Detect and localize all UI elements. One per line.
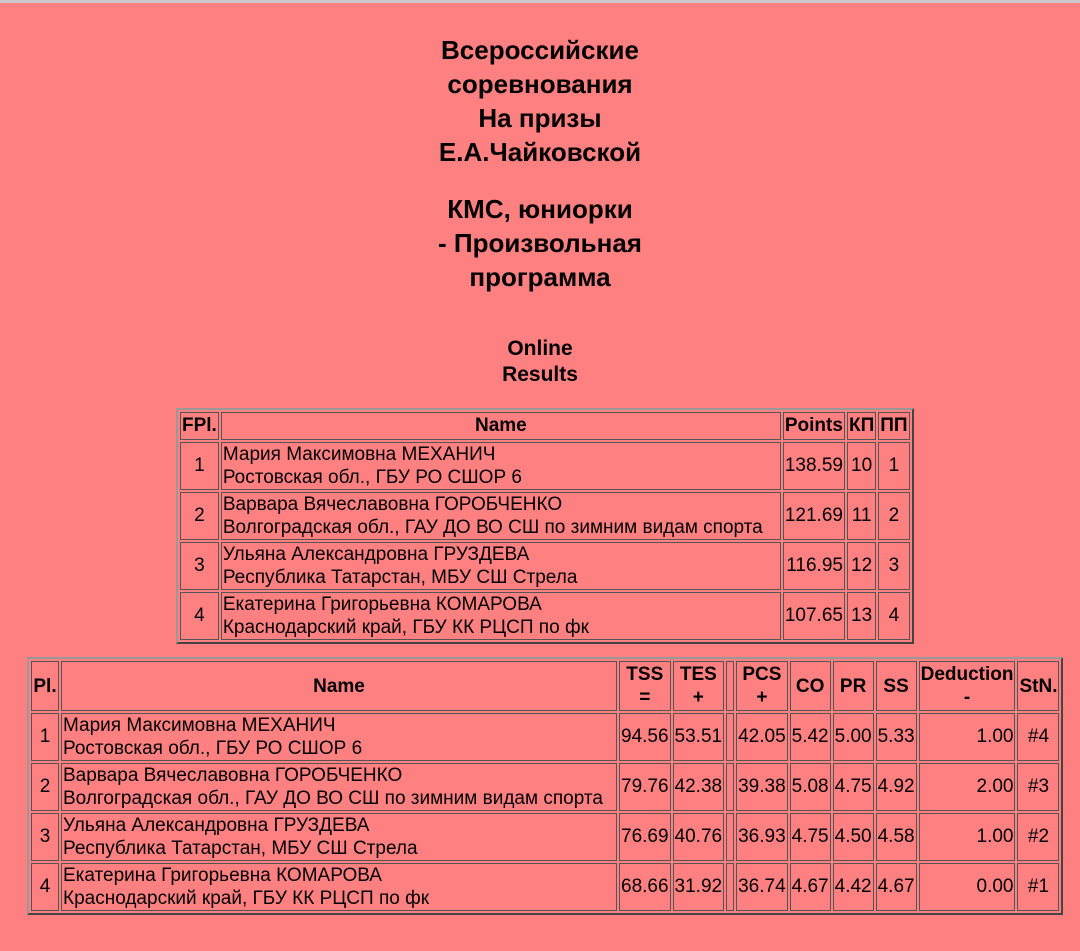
place-cell: 3	[180, 542, 219, 590]
pcs-sign: +	[756, 687, 768, 708]
skater-name: Екатерина Григорьевна КОМАРОВА	[63, 865, 382, 886]
place-cell: 1	[180, 442, 219, 490]
pp-cell: 2	[878, 492, 909, 540]
deduction-sign: -	[963, 687, 971, 708]
skater-cell	[61, 763, 617, 811]
ss-cell: 4.67	[876, 863, 917, 911]
col-header-tes	[673, 661, 725, 711]
place-cell: 4	[180, 592, 219, 640]
col-header-place: Pl.	[31, 661, 59, 711]
pcs-cell: 42.05	[736, 713, 788, 761]
segment-results-table	[27, 657, 1063, 915]
tes-cell: 40.76	[673, 813, 725, 861]
kp-cell: 11	[847, 492, 876, 540]
col-header-name: Name	[221, 412, 781, 440]
separator-cell	[726, 713, 734, 761]
col-header-deduction	[919, 661, 1016, 711]
place-cell: 1	[31, 713, 59, 761]
pp-cell: 4	[878, 592, 909, 640]
tss-label: TSS	[626, 664, 664, 685]
table-row	[31, 813, 1059, 861]
col-header-pcs	[736, 661, 788, 711]
place-cell: 4	[31, 863, 59, 911]
stn-cell: #3	[1017, 763, 1059, 811]
skater-club: Волгоградская обл., ГАУ ДО ВО СШ по зимним видам спорта	[63, 788, 603, 809]
final-results-table	[176, 408, 914, 644]
col-header-co: CO	[790, 661, 831, 711]
pr-cell: 5.00	[833, 713, 874, 761]
skater-club: Волгоградская обл., ГАУ ДО ВО СШ по зимним видам спорта	[222, 517, 763, 538]
col-separator	[726, 661, 734, 711]
ss-cell: 5.33	[876, 713, 917, 761]
skater-club: Ростовская обл., ГБУ РО СШОР 6	[63, 738, 363, 759]
event-title-line: Всероссийские	[441, 35, 639, 65]
table-row	[31, 763, 1059, 811]
tes-label: TES	[679, 664, 717, 685]
table-row	[180, 492, 910, 540]
tes-cell: 31.92	[673, 863, 725, 911]
pcs-cell: 36.93	[736, 813, 788, 861]
online-results-line: Online	[507, 337, 573, 360]
pr-cell: 4.75	[833, 763, 874, 811]
col-header-tss	[619, 661, 671, 711]
skater-club: Краснодарский край, ГБУ КК РЦСП по фк	[222, 617, 589, 638]
table-header-row	[31, 661, 1059, 711]
separator-cell	[726, 813, 734, 861]
tes-sign: +	[692, 687, 704, 708]
skater-name: Ульяна Александровна ГРУЗДЕВА	[63, 815, 370, 836]
deduction-label: Deduction	[920, 664, 1014, 685]
co-cell: 4.75	[790, 813, 831, 861]
deduction-cell: 1.00	[919, 813, 1016, 861]
deduction-cell: 2.00	[919, 763, 1016, 811]
skater-name: Варвара Вячеславовна ГОРОБЧЕНКО	[222, 494, 563, 515]
category-title-line: программа	[469, 262, 611, 292]
skater-name: Варвара Вячеславовна ГОРОБЧЕНКО	[63, 765, 403, 786]
col-header-kp: КП	[847, 412, 876, 440]
deduction-cell: 1.00	[919, 713, 1016, 761]
pp-cell: 1	[878, 442, 909, 490]
separator-cell	[726, 763, 734, 811]
points-cell: 121.69	[783, 492, 845, 540]
points-cell: 107.65	[783, 592, 845, 640]
tss-cell: 94.56	[619, 713, 671, 761]
tes-cell: 42.38	[673, 763, 725, 811]
col-header-name: Name	[61, 661, 617, 711]
skater-name: Екатерина Григорьевна КОМАРОВА	[222, 594, 542, 615]
col-header-pp: ПП	[878, 412, 909, 440]
pcs-cell: 36.74	[736, 863, 788, 911]
table-header-row	[180, 412, 910, 440]
deduction-cell: 0.00	[919, 863, 1016, 911]
table-row	[180, 592, 910, 640]
top-border	[0, 0, 1080, 3]
table-row	[180, 542, 910, 590]
skater-cell	[61, 713, 617, 761]
tss-cell: 79.76	[619, 763, 671, 811]
skater-cell	[61, 813, 617, 861]
skater-name: Ульяна Александровна ГРУЗДЕВА	[222, 544, 530, 565]
category-title-line: - Произвольная	[438, 228, 642, 258]
table-row	[31, 863, 1059, 911]
online-results-line: Results	[502, 363, 578, 386]
skater-cell	[221, 592, 781, 640]
category-title-line: КМС, юниорки	[447, 194, 633, 224]
skater-name: Мария Максимовна МЕХАНИЧ	[222, 444, 496, 465]
tss-sign: =	[639, 687, 651, 708]
kp-cell: 12	[847, 542, 876, 590]
kp-cell: 10	[847, 442, 876, 490]
co-cell: 5.42	[790, 713, 831, 761]
skater-club: Краснодарский край, ГБУ КК РЦСП по фк	[63, 888, 430, 909]
skater-club: Ростовская обл., ГБУ РО СШОР 6	[222, 467, 522, 488]
col-header-points: Points	[783, 412, 845, 440]
skater-club: Республика Татарстан, МБУ СШ Стрела	[63, 838, 418, 859]
co-cell: 5.08	[790, 763, 831, 811]
table-row	[180, 442, 910, 490]
col-header-pr: PR	[833, 661, 874, 711]
skater-cell	[221, 542, 781, 590]
event-title-line: На призы	[478, 103, 602, 133]
kp-cell: 13	[847, 592, 876, 640]
pr-cell: 4.50	[833, 813, 874, 861]
tss-cell: 68.66	[619, 863, 671, 911]
col-header-place: FPl.	[180, 412, 219, 440]
points-cell: 116.95	[783, 542, 845, 590]
ss-cell: 4.58	[876, 813, 917, 861]
points-cell: 138.59	[783, 442, 845, 490]
co-cell: 4.67	[790, 863, 831, 911]
stn-cell: #4	[1017, 713, 1059, 761]
pcs-label: PCS	[742, 664, 782, 685]
skater-cell	[221, 442, 781, 490]
pr-cell: 4.42	[833, 863, 874, 911]
place-cell: 2	[180, 492, 219, 540]
skater-cell	[221, 492, 781, 540]
event-title-line: Е.А.Чайковской	[438, 137, 642, 167]
tss-cell: 76.69	[619, 813, 671, 861]
place-cell: 3	[31, 813, 59, 861]
tes-cell: 53.51	[673, 713, 725, 761]
col-header-stn: StN.	[1017, 661, 1059, 711]
skater-name: Мария Максимовна МЕХАНИЧ	[63, 715, 336, 736]
col-header-ss: SS	[876, 661, 917, 711]
ss-cell: 4.92	[876, 763, 917, 811]
event-title-line: соревнования	[447, 69, 633, 99]
stn-cell: #1	[1017, 863, 1059, 911]
skater-club: Республика Татарстан, МБУ СШ Стрела	[222, 567, 578, 588]
skater-cell	[61, 863, 617, 911]
separator-cell	[726, 863, 734, 911]
stn-cell: #2	[1017, 813, 1059, 861]
table-row	[31, 713, 1059, 761]
place-cell: 2	[31, 763, 59, 811]
pcs-cell: 39.38	[736, 763, 788, 811]
pp-cell: 3	[878, 542, 909, 590]
